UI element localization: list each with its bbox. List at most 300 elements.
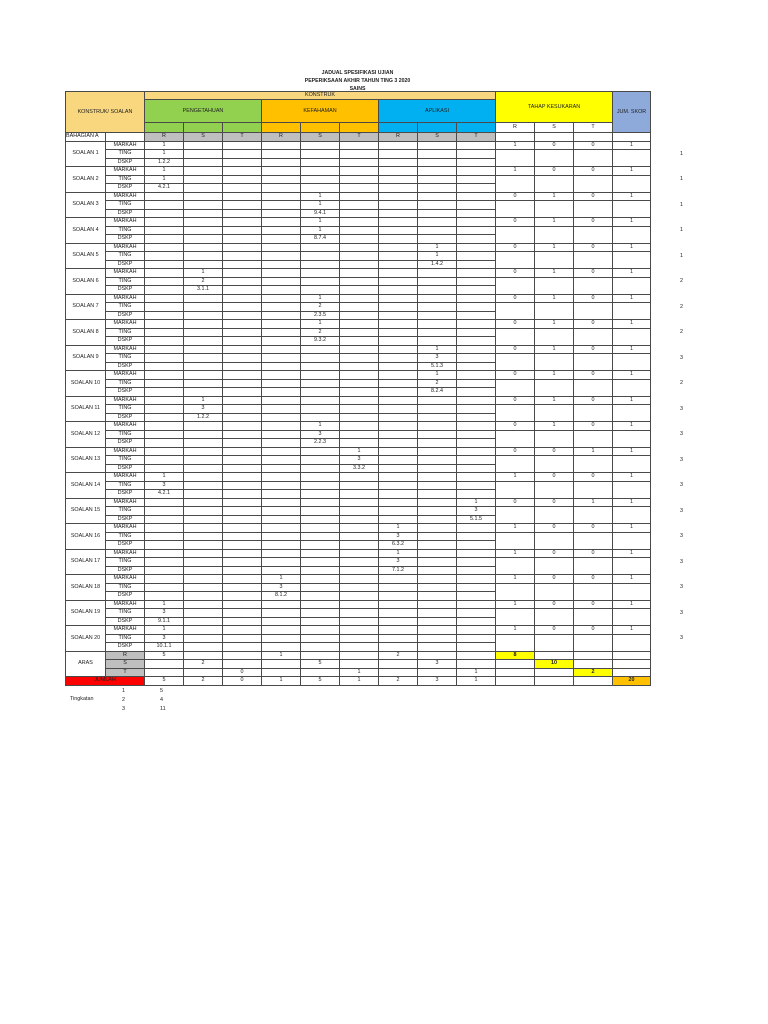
construct-cell <box>379 379 418 388</box>
soalan-label: SOALAN 15 <box>66 498 106 524</box>
jum-skor-cell: 1 <box>613 345 651 354</box>
empty-cell <box>535 609 574 626</box>
construct-cell <box>301 269 340 278</box>
construct-cell <box>145 354 184 363</box>
kef-r-label: R <box>262 133 301 142</box>
side-ting-value: 3 <box>680 635 683 641</box>
empty-cell <box>535 379 574 396</box>
construct-cell <box>418 524 457 533</box>
construct-cell <box>145 371 184 380</box>
question-row <box>66 226 651 235</box>
construct-cell <box>262 167 301 176</box>
aras-jum-cell <box>613 660 651 669</box>
jum-skor-cell: 1 <box>613 422 651 431</box>
sub-label-dskp: DSKP <box>106 490 145 499</box>
construct-cell <box>418 549 457 558</box>
construct-cell <box>262 209 301 218</box>
sub-label-dskp: DSKP <box>106 388 145 397</box>
tahap-cell: 1 <box>535 218 574 227</box>
construct-cell <box>418 175 457 184</box>
jumlah-label: JUMLAH <box>66 677 145 686</box>
apl-r-label: R <box>379 133 418 142</box>
jum-skor-cell: 1 <box>613 167 651 176</box>
question-row <box>66 141 651 150</box>
construct-cell: 9.1.1 <box>145 617 184 626</box>
empty-cell <box>535 226 574 243</box>
sub-label-ting: TING <box>106 252 145 261</box>
empty-cell <box>535 252 574 269</box>
construct-cell: 3.3.2 <box>340 464 379 473</box>
construct-cell <box>418 430 457 439</box>
empty-cell <box>535 481 574 498</box>
construct-cell <box>379 439 418 448</box>
construct-cell <box>379 260 418 269</box>
aras-label: ARAS <box>66 651 106 677</box>
sub-label-ting: TING <box>106 226 145 235</box>
kefahaman-header: KEFAHAMAN <box>262 100 379 123</box>
construct-cell: 3 <box>184 405 223 414</box>
soalan-label: SOALAN 14 <box>66 473 106 499</box>
construct-cell <box>184 422 223 431</box>
construct-cell: 1 <box>184 396 223 405</box>
construct-cell <box>379 643 418 652</box>
construct-cell <box>145 447 184 456</box>
construct-cell <box>223 592 262 601</box>
side-ting-value: 2 <box>680 278 683 284</box>
jumlah-cell: 5 <box>145 677 184 686</box>
side-ting-value: 3 <box>680 456 683 463</box>
construct-cell: 1 <box>145 141 184 150</box>
construct-cell <box>184 328 223 337</box>
soalan-label: SOALAN 2 <box>66 167 106 193</box>
construct-cell <box>379 498 418 507</box>
empty-cell <box>535 354 574 371</box>
construct-cell <box>301 575 340 584</box>
question-row <box>66 320 651 329</box>
construct-cell <box>145 328 184 337</box>
question-row <box>66 600 651 609</box>
construct-cell <box>340 226 379 235</box>
construct-cell <box>301 609 340 618</box>
construct-cell <box>379 209 418 218</box>
construct-cell <box>223 158 262 167</box>
construct-cell <box>223 218 262 227</box>
construct-cell <box>379 218 418 227</box>
construct-cell <box>418 583 457 592</box>
construct-cell <box>340 286 379 295</box>
construct-cell <box>457 379 496 388</box>
construct-cell <box>145 209 184 218</box>
empty-cell <box>574 405 613 422</box>
tahap-cell: 1 <box>574 498 613 507</box>
tahap-s-label: S <box>535 123 574 133</box>
construct-cell <box>262 235 301 244</box>
empty-cell <box>613 303 651 320</box>
side-ting-value: 3 <box>680 482 683 488</box>
aras-cell: 1 <box>262 651 301 660</box>
construct-cell <box>301 413 340 422</box>
tingkatan-level: 3 <box>122 705 125 712</box>
construct-cell <box>184 464 223 473</box>
construct-cell <box>457 464 496 473</box>
sub-label-markah: MARKAH <box>106 320 145 329</box>
sub-label-ting: TING <box>106 277 145 286</box>
sub-label-markah: MARKAH <box>106 447 145 456</box>
question-row <box>66 175 651 184</box>
construct-cell <box>145 362 184 371</box>
sub-label-ting: TING <box>106 175 145 184</box>
construct-cell <box>301 175 340 184</box>
construct-cell <box>262 226 301 235</box>
construct-cell <box>340 515 379 524</box>
tahap-cell: 0 <box>535 524 574 533</box>
construct-cell <box>340 371 379 380</box>
question-row <box>66 456 651 465</box>
empty-cell <box>496 252 535 269</box>
empty-cell <box>496 456 535 473</box>
aras-cell <box>379 668 418 677</box>
construct-cell <box>184 430 223 439</box>
question-row <box>66 345 651 354</box>
jum-skor-header: JUM. SKOR <box>613 92 651 133</box>
empty-cell <box>613 328 651 345</box>
tahap-cell: 0 <box>535 498 574 507</box>
construct-cell <box>145 507 184 516</box>
construct-cell <box>223 141 262 150</box>
construct-cell <box>418 609 457 618</box>
sub-label-dskp: DSKP <box>106 413 145 422</box>
empty-cell <box>535 507 574 524</box>
construct-cell <box>457 430 496 439</box>
construct-cell <box>340 473 379 482</box>
sub-label-markah: MARKAH <box>106 575 145 584</box>
construct-cell <box>457 481 496 490</box>
construct-cell <box>262 524 301 533</box>
soalan-label: SOALAN 6 <box>66 269 106 295</box>
empty-cell <box>574 507 613 524</box>
tingkatan-count: 4 <box>160 696 163 703</box>
konstruk-header: KONSTRUK <box>145 92 496 100</box>
jumlah-cell: 2 <box>379 677 418 686</box>
empty-cell <box>613 609 651 626</box>
side-ting-value: 3 <box>680 558 683 565</box>
question-row <box>66 498 651 507</box>
empty-cell <box>574 175 613 192</box>
construct-cell: 1 <box>301 226 340 235</box>
construct-cell <box>262 439 301 448</box>
empty-cell <box>613 277 651 294</box>
sub-label-ting: TING <box>106 558 145 567</box>
construct-cell <box>418 592 457 601</box>
construct-cell <box>262 422 301 431</box>
sub-label-ting: TING <box>106 583 145 592</box>
construct-cell <box>340 311 379 320</box>
sub-label-markah: MARKAH <box>106 422 145 431</box>
empty-cell <box>613 558 651 575</box>
construct-cell <box>223 252 262 261</box>
construct-cell <box>184 150 223 159</box>
construct-cell <box>223 626 262 635</box>
construct-cell <box>223 532 262 541</box>
sub-label-markah: MARKAH <box>106 294 145 303</box>
aras-jum-cell <box>613 668 651 677</box>
construct-cell <box>340 566 379 575</box>
construct-cell <box>340 422 379 431</box>
empty-cell <box>613 583 651 600</box>
empty-cell <box>496 328 535 345</box>
construct-cell <box>340 609 379 618</box>
construct-cell <box>418 158 457 167</box>
construct-cell <box>262 447 301 456</box>
tahap-cell: 0 <box>535 473 574 482</box>
question-row <box>66 634 651 643</box>
aras-row <box>66 660 651 669</box>
tahap-cell: 0 <box>496 243 535 252</box>
construct-cell <box>262 311 301 320</box>
kef-s-label: S <box>301 133 340 142</box>
jum-skor-cell: 1 <box>613 524 651 533</box>
construct-cell <box>301 405 340 414</box>
aras-cell: 1 <box>457 668 496 677</box>
construct-cell: 3 <box>340 456 379 465</box>
side-ting-value: 3 <box>680 354 683 361</box>
construct-cell <box>184 345 223 354</box>
construct-cell <box>301 362 340 371</box>
construct-cell <box>379 490 418 499</box>
empty-cell <box>535 634 574 651</box>
construct-cell <box>340 541 379 550</box>
aras-cell: 2 <box>184 660 223 669</box>
construct-cell <box>418 218 457 227</box>
construct-cell <box>340 558 379 567</box>
question-row <box>66 303 651 312</box>
tahap-cell: 0 <box>574 422 613 431</box>
tingkatan-label: Tingkatan <box>70 695 94 702</box>
side-ting-value: 1 <box>680 150 683 157</box>
tahap-cell: 0 <box>574 167 613 176</box>
construct-cell <box>340 184 379 193</box>
title-block <box>140 69 575 93</box>
construct-cell <box>145 345 184 354</box>
question-row <box>66 294 651 303</box>
construct-cell <box>379 320 418 329</box>
construct-cell <box>223 617 262 626</box>
construct-cell <box>418 413 457 422</box>
sub-label-ting: TING <box>106 481 145 490</box>
construct-cell <box>262 175 301 184</box>
construct-cell <box>418 447 457 456</box>
empty-cell <box>574 456 613 473</box>
question-row <box>66 252 651 261</box>
construct-cell <box>340 320 379 329</box>
construct-cell <box>145 396 184 405</box>
construct-cell: 9.3.2 <box>301 337 340 346</box>
construct-cell: 3 <box>379 532 418 541</box>
soalan-label: SOALAN 4 <box>66 218 106 244</box>
empty-cell <box>535 405 574 422</box>
construct-cell: 3 <box>457 507 496 516</box>
construct-cell <box>340 413 379 422</box>
construct-cell <box>184 609 223 618</box>
construct-cell <box>223 243 262 252</box>
tahap-cell: 0 <box>574 626 613 635</box>
side-ting-value: 3 <box>680 405 683 412</box>
construct-cell <box>184 252 223 261</box>
question-row <box>66 201 651 210</box>
jumlah-total: 20 <box>613 677 651 686</box>
empty-cell <box>574 532 613 549</box>
construct-cell <box>145 498 184 507</box>
construct-cell <box>457 320 496 329</box>
construct-cell <box>340 243 379 252</box>
construct-cell <box>262 252 301 261</box>
construct-cell <box>340 439 379 448</box>
sub-label-markah: MARKAH <box>106 269 145 278</box>
construct-cell: 8.1.2 <box>262 592 301 601</box>
question-row <box>66 354 651 363</box>
construct-cell <box>457 439 496 448</box>
construct-cell <box>145 260 184 269</box>
aras-cell <box>223 660 262 669</box>
construct-cell <box>418 405 457 414</box>
construct-cell <box>457 345 496 354</box>
construct-cell: 2 <box>301 303 340 312</box>
construct-cell <box>223 388 262 397</box>
question-row <box>66 405 651 414</box>
peng-t-label: T <box>223 133 262 142</box>
empty-cell <box>496 303 535 320</box>
construct-cell <box>418 532 457 541</box>
aras-cell: 5 <box>301 660 340 669</box>
construct-cell <box>340 303 379 312</box>
construct-cell <box>457 362 496 371</box>
konstruk-soalan-header: KONSTRUK/ SOALAN <box>66 92 145 133</box>
construct-cell <box>301 643 340 652</box>
construct-cell <box>379 626 418 635</box>
construct-cell: 1 <box>301 422 340 431</box>
construct-cell <box>418 600 457 609</box>
construct-cell <box>379 405 418 414</box>
construct-cell <box>457 626 496 635</box>
construct-cell <box>379 481 418 490</box>
aras-tahap-cell: 8 <box>496 651 535 660</box>
construct-cell <box>301 507 340 516</box>
empty-cell <box>613 354 651 371</box>
construct-cell <box>145 235 184 244</box>
construct-cell <box>223 405 262 414</box>
construct-cell <box>262 192 301 201</box>
sub-label-ting: TING <box>106 634 145 643</box>
construct-cell <box>379 345 418 354</box>
empty-cell <box>574 150 613 167</box>
side-ting-value: 3 <box>680 584 683 590</box>
side-ting-value: 3 <box>680 533 683 539</box>
construct-cell <box>418 286 457 295</box>
construct-cell <box>457 167 496 176</box>
construct-cell <box>262 260 301 269</box>
jum-skor-cell: 1 <box>613 218 651 227</box>
construct-cell <box>262 158 301 167</box>
aras-cell <box>457 651 496 660</box>
empty-cell <box>535 456 574 473</box>
empty-cell <box>574 379 613 396</box>
construct-cell <box>223 583 262 592</box>
aras-cell <box>184 651 223 660</box>
construct-cell <box>379 184 418 193</box>
sub-label-markah: MARKAH <box>106 167 145 176</box>
construct-cell <box>301 243 340 252</box>
soalan-label: SOALAN 5 <box>66 243 106 269</box>
construct-cell <box>418 456 457 465</box>
construct-cell <box>457 218 496 227</box>
sub-label-ting: TING <box>106 507 145 516</box>
sub-label-ting: TING <box>106 456 145 465</box>
tahap-cell: 1 <box>535 294 574 303</box>
construct-cell <box>340 490 379 499</box>
construct-cell <box>262 430 301 439</box>
construct-cell <box>184 566 223 575</box>
aras-cell <box>223 651 262 660</box>
construct-cell <box>223 515 262 524</box>
tahap-cell: 1 <box>496 167 535 176</box>
tahap-cell: 0 <box>496 498 535 507</box>
empty-cell <box>496 634 535 651</box>
construct-cell <box>418 226 457 235</box>
sub-label-markah: MARKAH <box>106 141 145 150</box>
construct-cell <box>223 175 262 184</box>
side-ting-value: 1 <box>680 176 683 182</box>
construct-cell <box>379 175 418 184</box>
construct-cell <box>418 473 457 482</box>
empty-cell <box>535 175 574 192</box>
construct-cell <box>184 600 223 609</box>
sub-label-markah: MARKAH <box>106 345 145 354</box>
jumlah-empty <box>496 677 535 686</box>
construct-cell <box>145 439 184 448</box>
question-row <box>66 396 651 405</box>
empty-cell <box>574 226 613 243</box>
question-row <box>66 532 651 541</box>
empty-cell <box>574 252 613 269</box>
construct-cell <box>262 354 301 363</box>
empty-cell <box>613 252 651 269</box>
tahap-cell: 1 <box>496 473 535 482</box>
construct-cell <box>340 362 379 371</box>
jumlah-cell: 1 <box>457 677 496 686</box>
construct-cell <box>184 549 223 558</box>
side-ting-value: 3 <box>680 507 683 514</box>
construct-cell <box>457 592 496 601</box>
tahap-cell: 0 <box>496 192 535 201</box>
construct-cell <box>223 354 262 363</box>
aras-cell <box>340 660 379 669</box>
construct-cell <box>223 422 262 431</box>
tahap-cell: 1 <box>496 600 535 609</box>
aras-cell <box>457 660 496 669</box>
construct-cell <box>340 192 379 201</box>
construct-cell <box>223 167 262 176</box>
aras-tahap-cell <box>496 660 535 669</box>
aras-key: R <box>106 651 145 660</box>
question-row <box>66 575 651 584</box>
construct-cell <box>340 328 379 337</box>
construct-cell <box>379 201 418 210</box>
construct-cell <box>340 549 379 558</box>
construct-cell <box>184 218 223 227</box>
construct-cell <box>301 532 340 541</box>
construct-cell <box>301 490 340 499</box>
peng-r-label: R <box>145 133 184 142</box>
